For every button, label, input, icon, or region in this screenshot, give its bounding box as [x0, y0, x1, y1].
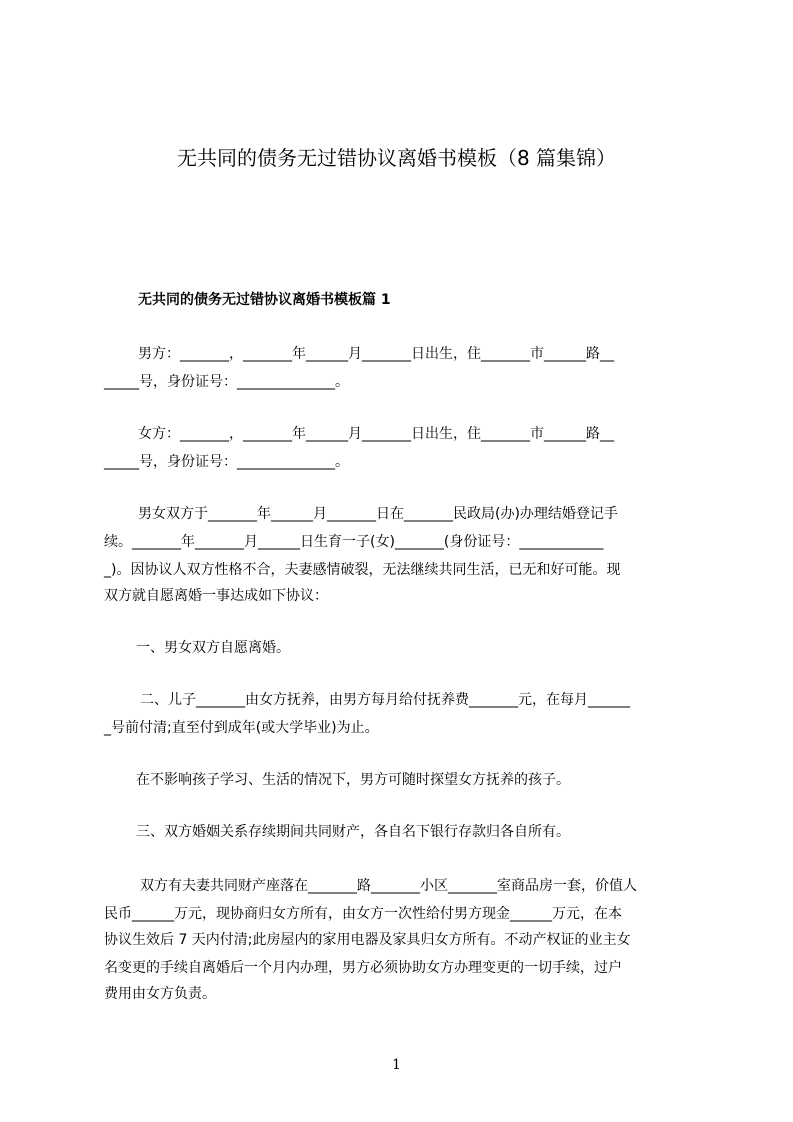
property-paragraph-line-4: 名变更的手续自离婚后一个月内办理，男方必须协助女方办理变更的一切手续，过户: [104, 960, 622, 976]
clause-1: 一、男女双方自愿离婚。: [136, 640, 290, 656]
clause-2-line-2: _号前付清;直至付到成年(或大学毕业)为止。: [104, 720, 379, 736]
male-party-line-2: _____号，身份证号：______________。: [104, 374, 349, 390]
clause-2-line-1: 二、儿子_______由女方抚养，由男方每月给付抚养费_______元，在每月______: [140, 692, 630, 708]
male-party-line-1: 男方：_______，_______年______月_______日出生，住_______市______路__: [138, 346, 614, 362]
visitation-paragraph: 在不影响孩子学习、生活的情况下，男方可随时探望女方抚养的孩子。: [136, 772, 570, 788]
female-party-line-1: 女方：_______，_______年______月_______日出生，住_______市______路__: [138, 426, 614, 442]
marriage-paragraph-line-1: 男女双方于_______年______月_______日在_______民政局(办)办理结婚登记手: [138, 506, 618, 522]
property-paragraph-line-5: 费用由女方负责。: [104, 986, 216, 1002]
clause-3: 三、双方婚姻关系存续期间共同财产，各自名下银行存款归各自所有。: [136, 824, 570, 840]
marriage-paragraph-line-3: _)。因协议人双方性格不合，夫妻感情破裂，无法继续共同生活，已无和好可能。现: [104, 562, 621, 578]
female-party-line-2: _____号，身份证号：______________。: [104, 454, 349, 470]
property-paragraph-line-1: 双方有夫妻共同财产座落在_______路_______小区_______室商品房一套，价值人: [140, 878, 637, 894]
document-title: 无共同的债务无过错协议离婚书模板（8 篇集锦）: [176, 146, 617, 170]
property-paragraph-line-2: 民币______万元，现协商归女方所有，由女方一次性给付男方现金______万元，在本: [104, 906, 622, 922]
page-number: 1: [392, 1057, 401, 1073]
property-paragraph-line-3: 协议生效后 7 天内付清;此房屋内的家用电器及家具归女方所有。不动产权证的业主女: [104, 932, 631, 948]
marriage-paragraph-line-4: 双方就自愿离婚一事达成如下协议：: [104, 588, 328, 604]
marriage-paragraph-line-2: 续。_______年_______月______日生育一子(女)_______(身份证号：____________: [104, 534, 604, 550]
section-heading: 无共同的债务无过错协议离婚书模板篇 1: [138, 292, 391, 308]
